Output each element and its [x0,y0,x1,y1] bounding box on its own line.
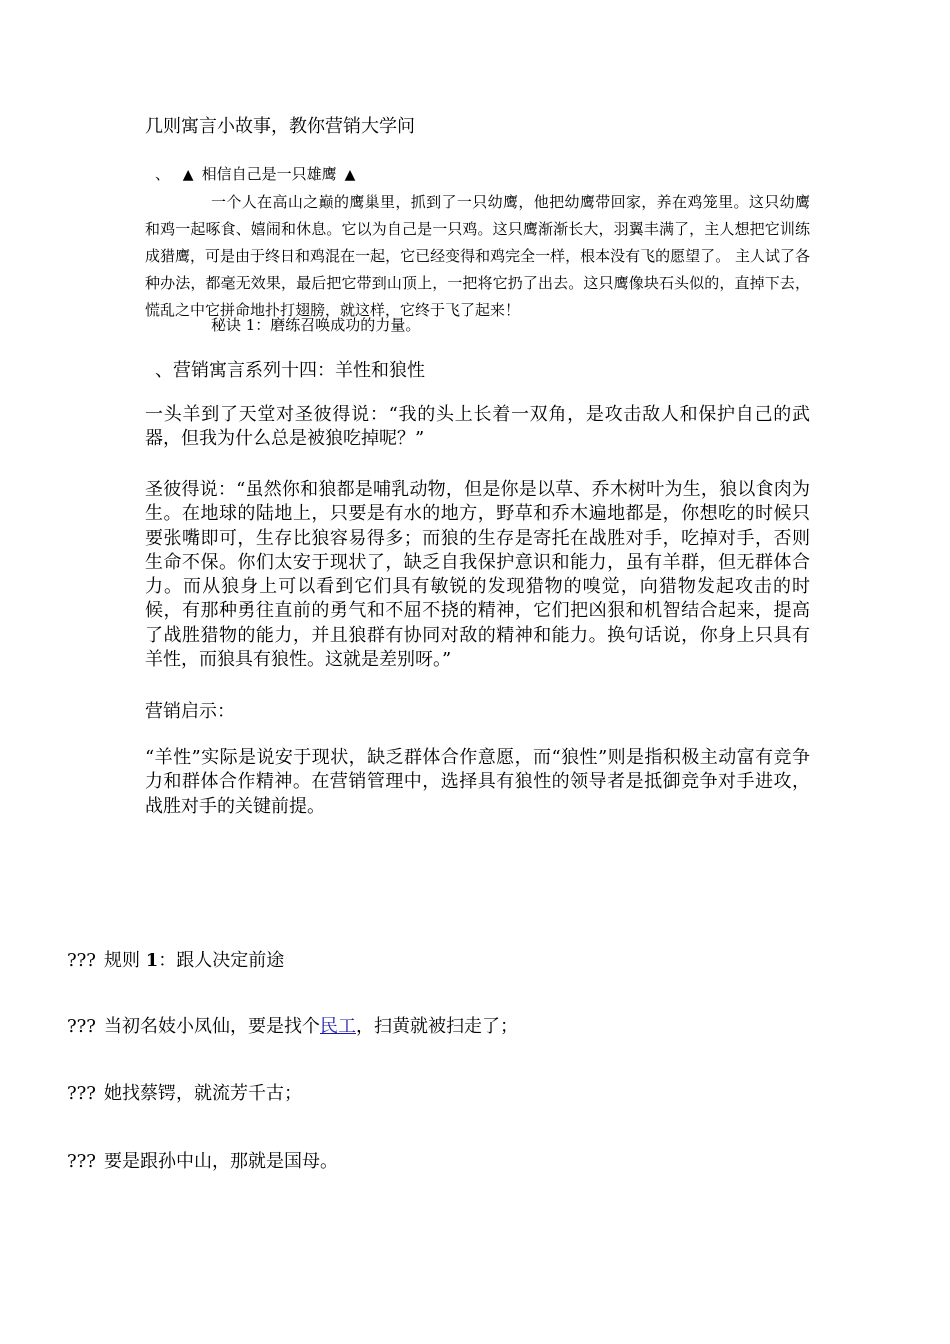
story1-prefix: 、 [155,165,171,183]
triangle-icon: ▲ [344,167,356,183]
triangle-icon: ▲ [182,167,194,183]
rule-line-1 [67,948,284,974]
insight-label: 营销启示： [145,701,235,722]
rule-text-before-link: 当初名妓小凤仙，要是找个 [103,1016,320,1037]
document-title: 几则寓言小故事，教你营销大学问 [145,116,415,137]
unknown-glyph-marker: ??? [67,1083,96,1104]
rule-line-2 [67,1014,518,1040]
story1-heading-text: 相信自己是一只雄鹰 [201,165,337,183]
story1-heading [155,163,363,186]
rule-prefix: 规则 [103,950,146,971]
rule-text: 要是跟孙中山，那就是国母。 [103,1151,338,1172]
story1-body: 一个人在高山之巅的鹰巢里，抓到了一只幼鹰，他把幼鹰带回家，养在鸡笼里。这只幼鹰和鸡一起啄食、嬉闹和休息。它以为自己是一只鸡。这只鹰渐渐长大，羽翼丰满了，主人想把它训练成猎鹰，可是由于终日和鸡混在一起，它已经变得和鸡完全一样，根本没有飞的愿望了。 主人试了各种办法，都毫无效果，最后把它带到山顶上，一把将它扔了出去。这只鹰像块石头似的，直掉下去，慌乱之中它拼命地扑打翅膀，就这样，它终于飞了起来！ [145,193,810,319]
rule-text: 她找蔡锷，就流芳千古； [103,1083,302,1104]
rule-line-3 [67,1081,302,1107]
hyperlink-migrant-worker[interactable]: 民工 [319,1016,356,1037]
rule-number: 1 [145,950,159,971]
unknown-glyph-marker: ??? [67,1016,96,1037]
story1-tip: 秘诀 1：磨练召唤成功的力量。 [211,316,421,334]
rule-title: ：跟人决定前途 [158,950,285,971]
rule-line-4 [67,1149,338,1175]
unknown-glyph-marker: ??? [67,1151,96,1172]
unknown-glyph-marker: ??? [67,950,96,971]
rule-text-after-link: ，扫黄就被扫走了； [355,1016,518,1037]
story2-paragraph-1: 一头羊到了天堂对圣彼得说：“我的头上长着一双角，是攻击敌人和保护自己的武器，但我为什么总是被狼吃掉呢？” [145,404,810,450]
story2-paragraph-2: 圣彼得说：“虽然你和狼都是哺乳动物，但是你是以草、乔木树叶为生，狼以食肉为生。在地球的陆地上，只要是有水的地方，野草和乔木遍地都是，你想吃的时候只要张嘴即可，生存比狼容易得多；而狼的生存是寄托在战胜对手，吃掉对手，否则生命不保。你们太安于现状了，缺乏自我保护意识和能力，虽有羊群，但无群体合力。而从狼身上可以看到它们具有敏锐的发现猎物的嗅觉，向猎物发起攻击的时候，有那种勇往直前的勇气和不屈不挠的精神，它们把凶狠和机智结合起来，提高了战胜猎物的能力，并且狼群有协同对敌的精神和能力。换句话说，你身上只具有羊性，而狼具有狼性。这就是差别呀。” [145,479,810,671]
insight-text: “羊性”实际是说安于现状，缺乏群体合作意愿，而“狼性”则是指积极主动富有竞争力和群体合作精神。在营销管理中，选择具有狼性的领导者是抵御竞争对手进攻，战胜对手的关键前提。 [145,747,810,817]
story2-heading: 、营销寓言系列十四：羊性和狼性 [155,360,425,381]
